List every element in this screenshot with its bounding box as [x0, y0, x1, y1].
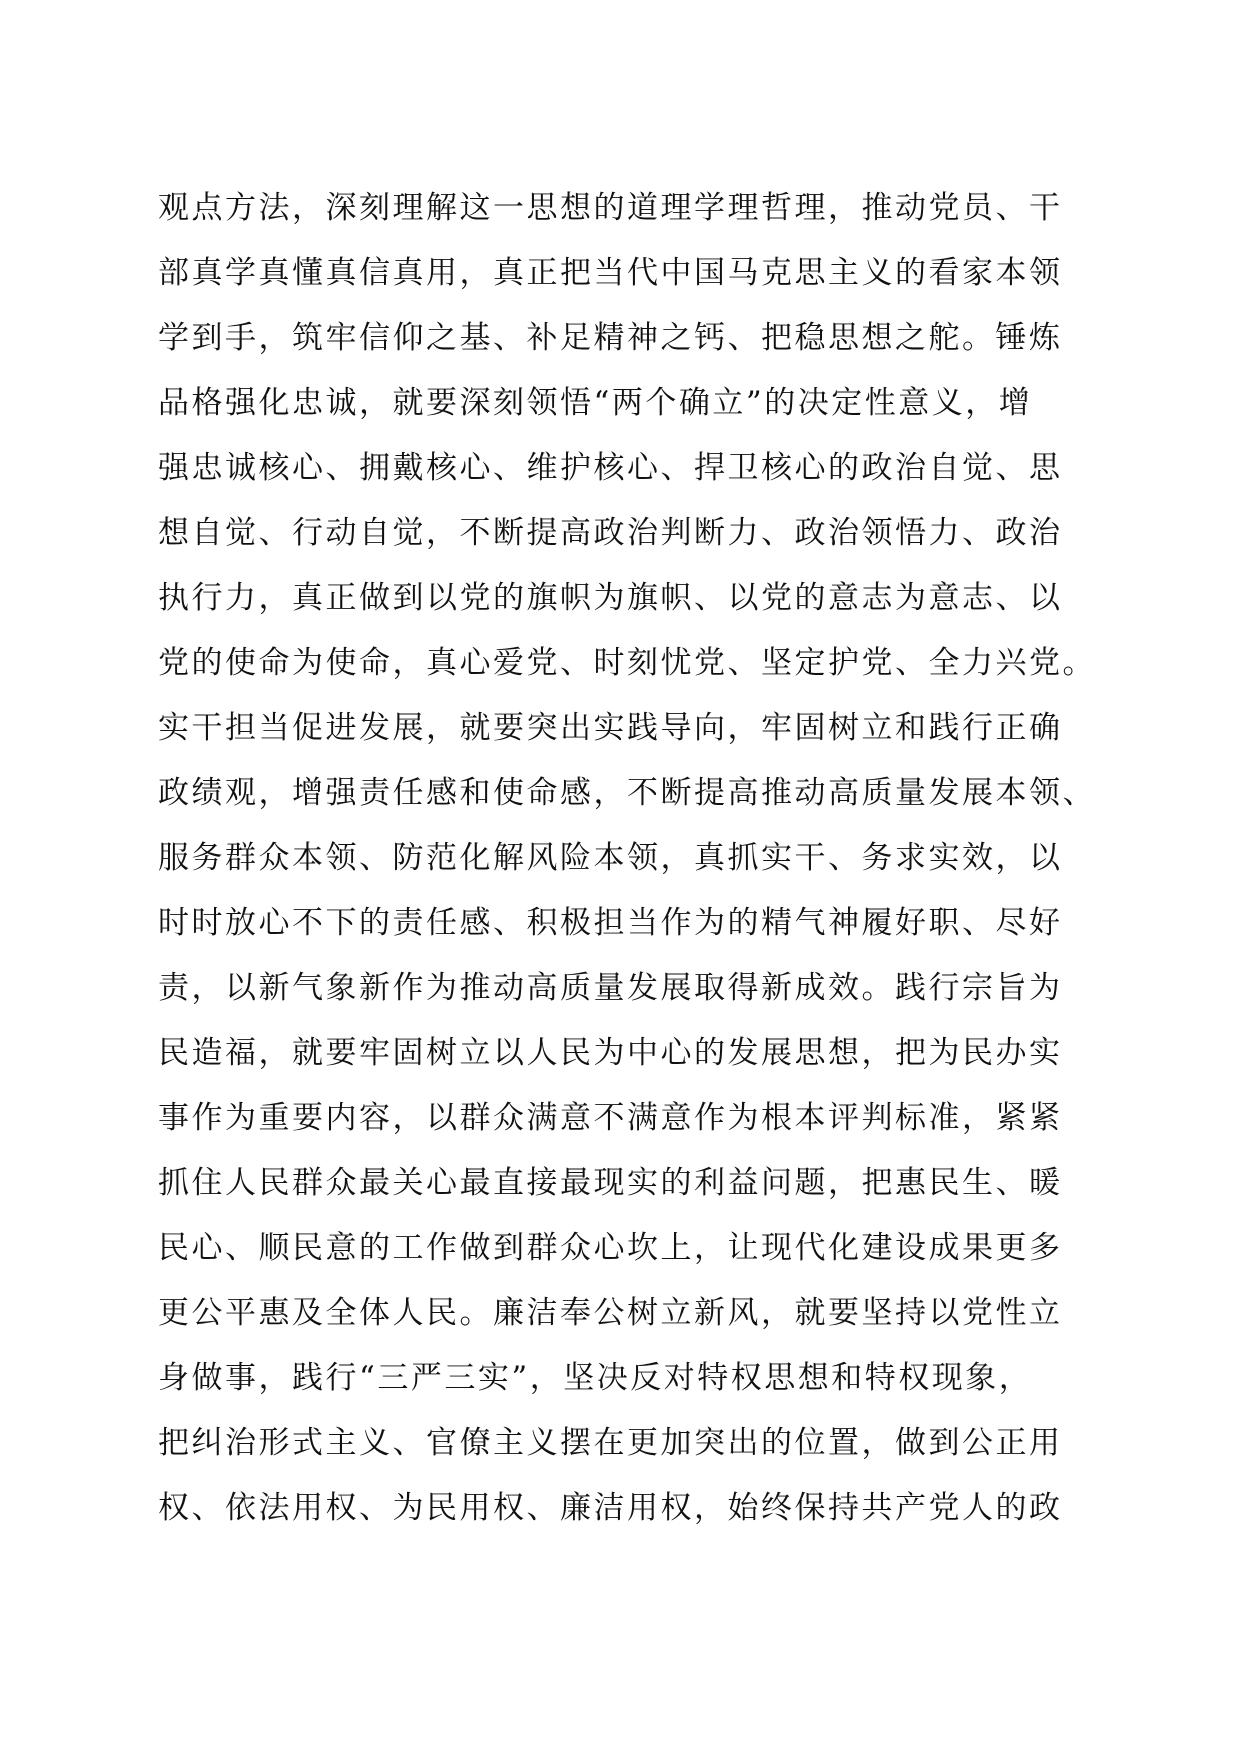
text-line: 抓住人民群众最关心最直接最现实的利益问题，把惠民生、暖	[158, 1165, 1063, 1201]
body-text	[158, 188, 1096, 1553]
text-line: 权、依法用权、为民用权、廉洁用权，始终保持共产党人的政	[158, 1490, 1063, 1526]
text-line: 时时放心不下的责任感、积极担当作为的精气神履好职、尽好	[158, 905, 1063, 941]
text-line: 更公平惠及全体人民。廉洁奉公树立新风，就要坚持以党性立	[158, 1295, 1063, 1331]
text-line: 把纠治形式主义、官僚主义摆在更加突出的位置，做到公正用	[158, 1425, 1063, 1461]
text-line: 执行力，真正做到以党的旗帜为旗帜、以党的意志为意志、以	[158, 580, 1063, 616]
text-line: 想自觉、行动自觉，不断提高政治判断力、政治领悟力、政治	[158, 515, 1063, 551]
text-line: 观点方法，深刻理解这一思想的道理学理哲理，推动党员、干	[158, 190, 1063, 226]
text-line: 事作为重要内容，以群众满意不满意作为根本评判标准，紧紧	[158, 1100, 1063, 1136]
text-line: 政绩观，增强责任感和使命感，不断提高推动高质量发展本领、	[158, 775, 1096, 811]
text-line: 党的使命为使命，真心爱党、时刻忧党、坚定护党、全力兴党。	[158, 645, 1096, 681]
text-line: 实干担当促进发展，就要突出实践导向，牢固树立和践行正确	[158, 710, 1063, 746]
text-line: 责，以新气象新作为推动高质量发展取得新成效。践行宗旨为	[158, 970, 1063, 1006]
text-line: 部真学真懂真信真用，真正把当代中国马克思主义的看家本领	[158, 255, 1063, 291]
text-line: 品格强化忠诚，就要深刻领悟“两个确立”的决定性意义，增	[158, 385, 1033, 421]
text-line: 民造福，就要牢固树立以人民为中心的发展思想，把为民办实	[158, 1035, 1063, 1071]
text-line: 身做事，践行“三严三实”，坚决反对特权思想和特权现象，	[158, 1360, 1033, 1396]
text-line: 学到手，筑牢信仰之基、补足精神之钙、把稳思想之舵。锤炼	[158, 320, 1063, 356]
text-line: 强忠诚核心、拥戴核心、维护核心、捍卫核心的政治自觉、思	[158, 450, 1063, 486]
text-line: 服务群众本领、防范化解风险本领，真抓实干、务求实效，以	[158, 840, 1063, 876]
text-line: 民心、顺民意的工作做到群众心坎上，让现代化建设成果更多	[158, 1230, 1063, 1266]
